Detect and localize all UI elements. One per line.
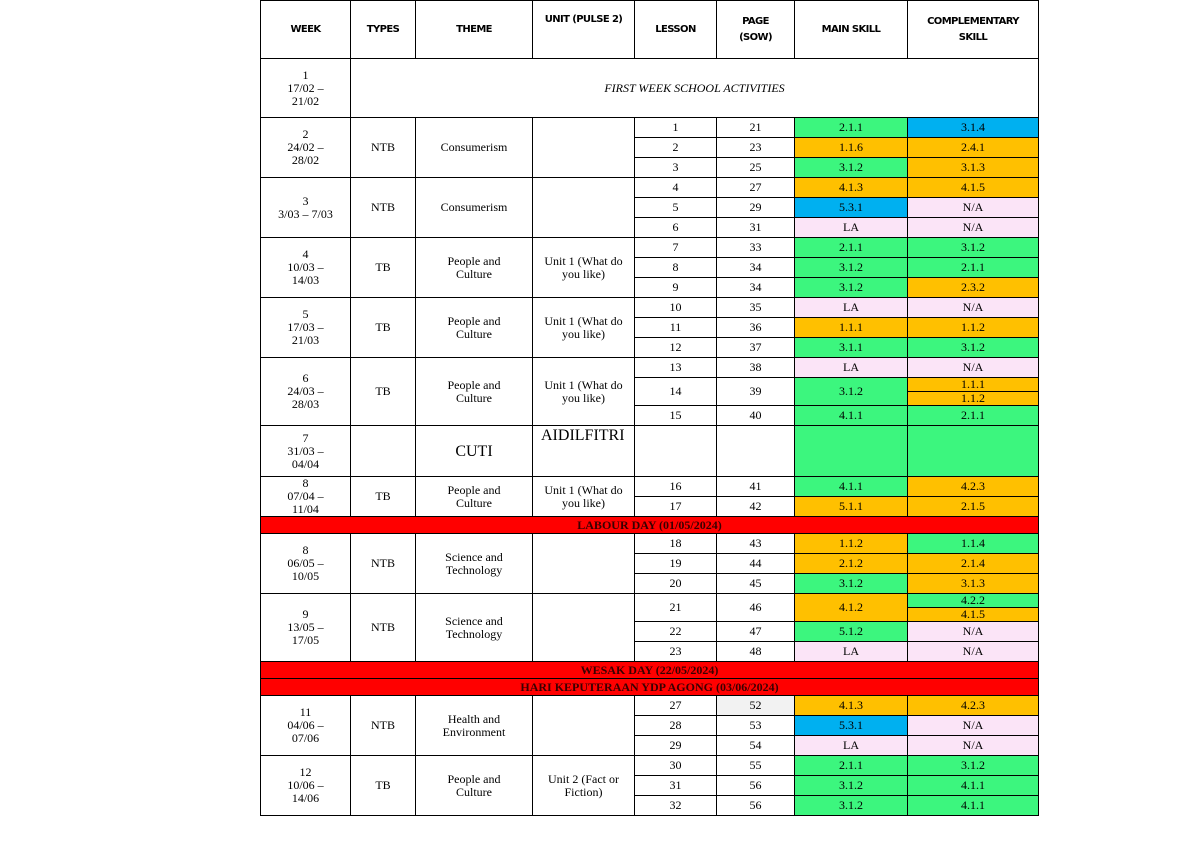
main-skill: 2.1.1 <box>795 118 908 138</box>
page-number: 44 <box>717 554 795 574</box>
main-skill: LA <box>795 358 908 378</box>
week-dates: 04/06 – 07/06 <box>287 718 324 745</box>
complementary-skill: N/A <box>908 642 1039 662</box>
page-number: 42 <box>717 497 795 517</box>
lesson-number <box>635 426 717 477</box>
lesson-row <box>261 477 1039 497</box>
lesson-number: 7 <box>635 238 717 258</box>
week-dates: 24/03 – 28/03 <box>287 384 324 411</box>
header-theme: THEME <box>416 1 533 59</box>
theme-cell: CUTI <box>416 426 533 477</box>
lesson-number: 13 <box>635 358 717 378</box>
complementary-skill: N/A <box>908 198 1039 218</box>
page-number: 34 <box>717 258 795 278</box>
complementary-skill: 1.1.2 <box>908 392 1039 406</box>
complementary-skill: N/A <box>908 736 1039 756</box>
holiday-row <box>261 662 1039 679</box>
week-cell <box>261 534 351 594</box>
header-page: PAGE (SOW) <box>717 1 795 59</box>
page-number: 38 <box>717 358 795 378</box>
page-number: 36 <box>717 318 795 338</box>
page-number: 46 <box>717 594 795 622</box>
holiday-row <box>261 517 1039 534</box>
complementary-skill: 3.1.3 <box>908 574 1039 594</box>
unit-cell: Unit 1 (What do you like) <box>533 298 635 358</box>
complementary-skill: 4.1.1 <box>908 796 1039 816</box>
lesson-number: 32 <box>635 796 717 816</box>
week-cell <box>261 178 351 238</box>
page-number: 52 <box>717 696 795 716</box>
week-cell <box>261 358 351 426</box>
week-number: 3 <box>302 193 309 208</box>
page-number: 54 <box>717 736 795 756</box>
unit-cell: Unit 1 (What do you like) <box>533 477 635 517</box>
complementary-skill: 2.1.4 <box>908 554 1039 574</box>
main-skill: 2.1.1 <box>795 756 908 776</box>
holiday-labour-day: LABOUR DAY (01/05/2024) <box>261 517 1039 534</box>
page-number: 31 <box>717 218 795 238</box>
cuti-row <box>261 426 1039 477</box>
theme-cell: People and Culture <box>416 358 533 426</box>
complementary-skill: 2.1.1 <box>908 258 1039 278</box>
page-number <box>717 426 795 477</box>
type-cell: NTB <box>351 534 416 594</box>
lesson-number: 19 <box>635 554 717 574</box>
lesson-number: 3 <box>635 158 717 178</box>
header-unit: UNIT (PULSE 2) <box>533 1 635 59</box>
main-skill: 3.1.1 <box>795 338 908 358</box>
main-skill: 4.1.1 <box>795 406 908 426</box>
unit-cell: Unit 1 (What do you like) <box>533 358 635 426</box>
week-cell <box>261 59 351 118</box>
lesson-row <box>261 358 1039 378</box>
week-cell <box>261 696 351 756</box>
theme-cell: People and Culture <box>416 238 533 298</box>
type-cell: TB <box>351 756 416 816</box>
page-number: 48 <box>717 642 795 662</box>
lesson-number: 16 <box>635 477 717 497</box>
week-cell <box>261 756 351 816</box>
holiday-wesak-day: WESAK DAY (22/05/2024) <box>261 662 1039 679</box>
lesson-number: 30 <box>635 756 717 776</box>
lesson-row <box>261 696 1039 716</box>
complementary-skill: 3.1.4 <box>908 118 1039 138</box>
week-dates: 10/03 – 14/03 <box>287 260 324 287</box>
week-number: 11 <box>299 705 312 719</box>
theme-cell: People and Culture <box>416 477 533 517</box>
page-number: 41 <box>717 477 795 497</box>
week-cell <box>261 426 351 477</box>
week-number: 9 <box>302 607 309 621</box>
type-cell: TB <box>351 238 416 298</box>
unit-cell <box>533 594 635 662</box>
lesson-number: 5 <box>635 198 717 218</box>
page-number: 56 <box>717 796 795 816</box>
complementary-skill: 4.1.5 <box>908 178 1039 198</box>
week-number: 2 <box>302 127 309 141</box>
lesson-number: 18 <box>635 534 717 554</box>
main-skill: 4.1.3 <box>795 178 908 198</box>
theme-cell: Consumerism <box>416 178 533 238</box>
complementary-skill: 2.3.2 <box>908 278 1039 298</box>
page-number: 34 <box>717 278 795 298</box>
first-week-activities: FIRST WEEK SCHOOL ACTIVITIES <box>351 59 1039 118</box>
complementary-skill: 2.1.1 <box>908 406 1039 426</box>
complementary-skill: 1.1.4 <box>908 534 1039 554</box>
lesson-number: 27 <box>635 696 717 716</box>
complementary-skill: N/A <box>908 298 1039 318</box>
week-dates: 06/05 – 10/05 <box>287 556 324 583</box>
page-number: 23 <box>717 138 795 158</box>
week-cell <box>261 477 351 517</box>
week-number: 4 <box>302 247 309 261</box>
week-dates: 07/04 – 11/04 <box>287 489 324 516</box>
week-dates: 24/02 – 28/02 <box>287 140 324 167</box>
lesson-number: 23 <box>635 642 717 662</box>
theme-cell: Science and Technology <box>416 594 533 662</box>
type-cell: NTB <box>351 178 416 238</box>
lesson-row <box>261 118 1039 138</box>
lesson-number: 10 <box>635 298 717 318</box>
complementary-skill <box>908 426 1039 477</box>
lesson-number: 4 <box>635 178 717 198</box>
week-cell <box>261 238 351 298</box>
type-cell: TB <box>351 298 416 358</box>
main-skill: 1.1.6 <box>795 138 908 158</box>
main-skill: 3.1.2 <box>795 574 908 594</box>
header-complementary-skill: COMPLEMENTARY SKILL <box>908 1 1039 59</box>
main-skill: 4.1.2 <box>795 594 908 622</box>
holiday-agong-birthday: HARI KEPUTERAAN YDP AGONG (03/06/2024) <box>261 679 1039 696</box>
main-skill: 5.1.2 <box>795 622 908 642</box>
lesson-row <box>261 178 1039 198</box>
lesson-row <box>261 534 1039 554</box>
lesson-number: 2 <box>635 138 717 158</box>
lesson-number: 1 <box>635 118 717 138</box>
week-number: 6 <box>302 371 309 385</box>
main-skill: LA <box>795 218 908 238</box>
complementary-skill: N/A <box>908 716 1039 736</box>
theme-cell: People and Culture <box>416 298 533 358</box>
theme-cell: Consumerism <box>416 118 533 178</box>
complementary-skill: 2.4.1 <box>908 138 1039 158</box>
week-cell <box>261 298 351 358</box>
theme-cell: People and Culture <box>416 756 533 816</box>
week-number: 1 <box>302 67 309 82</box>
lesson-row <box>261 594 1039 608</box>
complementary-skill: 1.1.1 <box>908 378 1039 392</box>
main-skill: 3.1.2 <box>795 258 908 278</box>
page-number: 21 <box>717 118 795 138</box>
week-dates: 17/03 – 21/03 <box>287 320 324 347</box>
type-cell: TB <box>351 358 416 426</box>
week-number: 7 <box>302 430 309 445</box>
week-cell <box>261 594 351 662</box>
main-skill: 3.1.2 <box>795 278 908 298</box>
main-skill: 5.3.1 <box>795 198 908 218</box>
type-cell: NTB <box>351 594 416 662</box>
page-number: 25 <box>717 158 795 178</box>
unit-cell: Unit 2 (Fact or Fiction) <box>533 756 635 816</box>
page-number: 55 <box>717 756 795 776</box>
lesson-number: 15 <box>635 406 717 426</box>
unit-cell <box>533 696 635 756</box>
page-number: 39 <box>717 378 795 406</box>
type-cell <box>351 426 416 477</box>
header-lesson: LESSON <box>635 1 717 59</box>
lesson-row <box>261 756 1039 776</box>
main-skill: LA <box>795 298 908 318</box>
complementary-skill: 4.2.3 <box>908 696 1039 716</box>
page-number: 37 <box>717 338 795 358</box>
complementary-skill: 4.1.1 <box>908 776 1039 796</box>
main-skill: 1.1.2 <box>795 534 908 554</box>
page-number: 35 <box>717 298 795 318</box>
complementary-skill: N/A <box>908 218 1039 238</box>
unit-cell: AIDILFITRI <box>533 426 635 477</box>
lesson-number: 6 <box>635 218 717 238</box>
first-week-row <box>261 59 1039 118</box>
lesson-row <box>261 238 1039 258</box>
page-number: 40 <box>717 406 795 426</box>
complementary-skill: 3.1.2 <box>908 756 1039 776</box>
lesson-number: 8 <box>635 258 717 278</box>
main-skill: 3.1.2 <box>795 158 908 178</box>
unit-cell: Unit 1 (What do you like) <box>533 238 635 298</box>
header-types: TYPES <box>351 1 416 59</box>
complementary-skill: 2.1.5 <box>908 497 1039 517</box>
lesson-number: 17 <box>635 497 717 517</box>
page-number: 47 <box>717 622 795 642</box>
complementary-skill: 3.1.2 <box>908 338 1039 358</box>
main-skill: LA <box>795 642 908 662</box>
lesson-number: 11 <box>635 318 717 338</box>
lesson-number: 28 <box>635 716 717 736</box>
lesson-number: 29 <box>635 736 717 756</box>
main-skill: 3.1.2 <box>795 378 908 406</box>
week-number: 8 <box>302 476 309 490</box>
lesson-number: 9 <box>635 278 717 298</box>
lesson-number: 21 <box>635 594 717 622</box>
page-number: 29 <box>717 198 795 218</box>
main-skill: 2.1.2 <box>795 554 908 574</box>
complementary-skill: 3.1.3 <box>908 158 1039 178</box>
week-dates: 3/03 – 7/03 <box>278 206 333 221</box>
week-dates: 10/06 – 14/06 <box>287 778 324 805</box>
lesson-number: 20 <box>635 574 717 594</box>
main-skill: 2.1.1 <box>795 238 908 258</box>
header-row <box>261 1 1039 59</box>
lesson-row <box>261 298 1039 318</box>
holiday-row <box>261 679 1039 696</box>
lesson-number: 31 <box>635 776 717 796</box>
main-skill: 5.1.1 <box>795 497 908 517</box>
theme-cell: Science and Technology <box>416 534 533 594</box>
page-number: 53 <box>717 716 795 736</box>
lesson-number: 22 <box>635 622 717 642</box>
main-skill: 5.3.1 <box>795 716 908 736</box>
main-skill: LA <box>795 736 908 756</box>
complementary-skill: 4.1.5 <box>908 608 1039 622</box>
main-skill: 4.1.1 <box>795 477 908 497</box>
main-skill: 3.1.2 <box>795 776 908 796</box>
week-cell <box>261 118 351 178</box>
complementary-skill: 4.2.3 <box>908 477 1039 497</box>
main-skill <box>795 426 908 477</box>
unit-cell <box>533 118 635 178</box>
header-week: WEEK <box>261 1 351 59</box>
type-cell: NTB <box>351 696 416 756</box>
complementary-skill: N/A <box>908 358 1039 378</box>
theme-cell: Health and Environment <box>416 696 533 756</box>
week-number: 12 <box>299 765 312 779</box>
week-dates: 31/03 – 04/04 <box>287 443 324 471</box>
week-dates: 17/02 – 21/02 <box>287 80 324 108</box>
main-skill: 4.1.3 <box>795 696 908 716</box>
header-main-skill: MAIN SKILL <box>795 1 908 59</box>
complementary-skill: 3.1.2 <box>908 238 1039 258</box>
page-number: 33 <box>717 238 795 258</box>
unit-cell <box>533 178 635 238</box>
week-number: 8 <box>302 543 309 557</box>
main-skill: 3.1.2 <box>795 796 908 816</box>
type-cell: TB <box>351 477 416 517</box>
lesson-number: 12 <box>635 338 717 358</box>
complementary-skill: N/A <box>908 622 1039 642</box>
page-number: 45 <box>717 574 795 594</box>
week-dates: 13/05 – 17/05 <box>287 620 324 647</box>
unit-cell <box>533 534 635 594</box>
lesson-number: 14 <box>635 378 717 406</box>
week-number: 5 <box>302 307 309 321</box>
scheme-of-work-table <box>260 0 1039 816</box>
page-number: 56 <box>717 776 795 796</box>
main-skill: 1.1.1 <box>795 318 908 338</box>
page-number: 43 <box>717 534 795 554</box>
complementary-skill: 1.1.2 <box>908 318 1039 338</box>
type-cell: NTB <box>351 118 416 178</box>
complementary-skill: 4.2.2 <box>908 594 1039 608</box>
page-number: 27 <box>717 178 795 198</box>
